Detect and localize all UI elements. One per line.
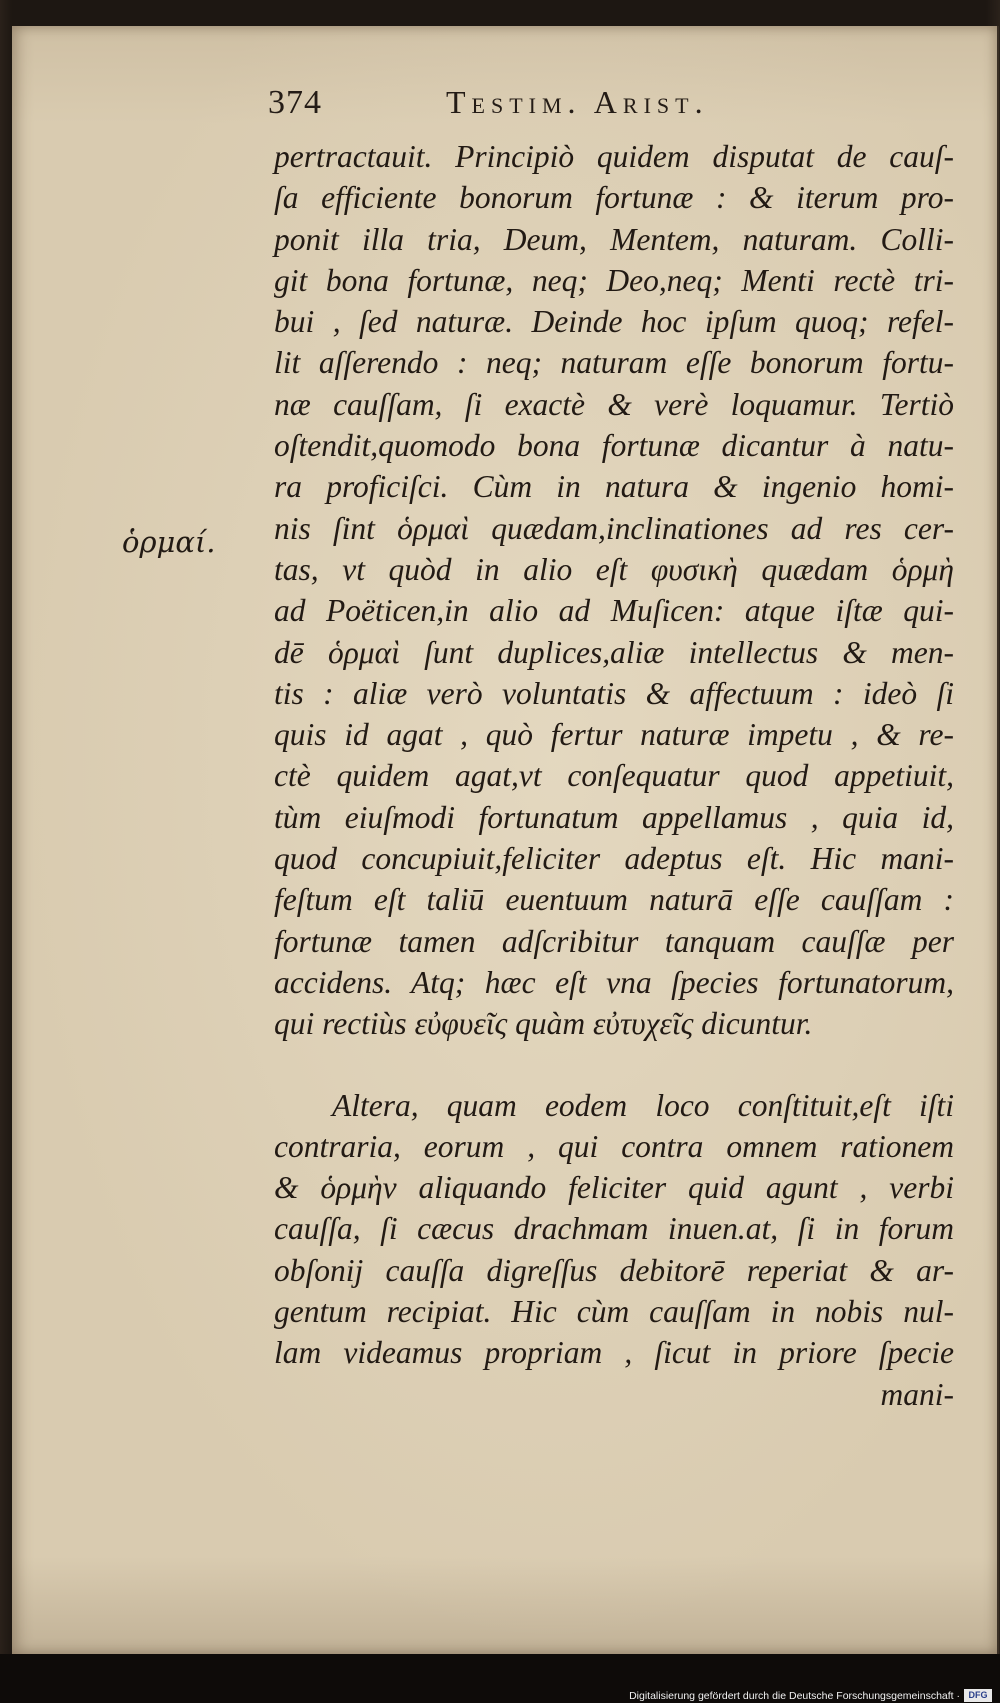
text-line: feſtum eſt taliū euentuum naturā eſſe cauſſam : [274, 882, 954, 918]
text-line: obſonij cauſſa digreſſus debitorē reperiat & ar- [274, 1252, 954, 1288]
text-line: ponit illa tria, Deum, Mentem, naturam. Colli- [274, 221, 954, 257]
text-line: oſtendit,quomodo bona fortunæ dicantur à natu- [274, 428, 954, 464]
paragraph-2 [274, 1085, 954, 1415]
text-line: tas, vt quòd in alio eſt φυσικὴ quædam ὁρμὴ [274, 551, 954, 587]
text-line: quod concupiuit,feliciter adeptus eſt. Hic mani- [274, 841, 954, 877]
text-line: & ὁρμὴν aliquando feliciter quid agunt , verbi [274, 1170, 954, 1206]
text-line: tùm eiuſmodi fortunatum appellamus , quia id, [274, 799, 954, 835]
footer-credit: Digitalisierung gefördert durch die Deutsche Forschungsgemeinschaft · [629, 1690, 960, 1702]
text-line: lam videamus propriam , ſicut in priore ſpecie [274, 1335, 954, 1371]
text-line: accidens. Atq; hæc eſt vna ſpecies fortunatorum, [274, 964, 954, 1000]
text-line: git bona fortunæ, neq; Deo,neq; Menti rectè tri- [274, 262, 954, 298]
text-line: cauſſa, ſi cæcus drachmam inuen.at, ſi in forum [274, 1211, 954, 1247]
text-line: ſa efficiente bonorum fortunæ : & iterum pro- [274, 180, 954, 216]
text-line: quis id agat , quò fertur naturæ impetu , & re- [274, 717, 954, 753]
text-line: tis : aliæ verò voluntatis & affectuum : ideò ſi [274, 675, 954, 711]
running-head [268, 84, 828, 128]
text-line: gentum recipiat. Hic cùm cauſſam in nobis nul- [274, 1294, 954, 1330]
paragraph-1 [274, 136, 954, 1045]
text-line: ad Poëticen,in alio ad Muſicen: atque iſtæ qui- [274, 593, 954, 629]
text-line: lit aſſerendo : neq; naturam eſſe bonorum fortu- [274, 345, 954, 381]
text-line: ra proficiſci. Cùm in natura & ingenio homi- [274, 469, 954, 505]
text-line: qui rectiùs εὐφυεῖς quàm εὐτυχεῖς dicuntur. [274, 1006, 813, 1042]
paragraph-gap [274, 1045, 954, 1085]
text-line: ctè quidem agat,vt conſequatur quod appetiuit, [274, 758, 954, 794]
text-line: fortunæ tamen adſcribitur tanquam cauſſæ per [274, 923, 954, 959]
margin-note: ὁρμαί. [122, 525, 216, 559]
catchword: mani- [880, 1376, 954, 1412]
text-line: nis ſint ὁρμαὶ quædam,inclinationes ad res cer- [274, 510, 954, 546]
text-line: contraria, eorum , qui contra omnem rationem [274, 1128, 954, 1164]
text-line: bui , ſed naturæ. Deinde hoc ipſum quoq; refel- [274, 304, 954, 340]
text-block [274, 136, 954, 1415]
text-line: næ cauſſam, ſi exactè & verè loquamur. Tertiò [274, 386, 954, 422]
running-title: Testim. Arist. [446, 84, 709, 120]
text-line: pertractauit. Principiò quidem disputat de cauſ- [274, 139, 954, 174]
dfg-logo: DFG [964, 1689, 992, 1702]
text-line: Altera, quam eodem loco conſtituit,eſt iſti [332, 1087, 954, 1123]
text-line: dē ὁρμαὶ ſunt duplices,aliæ intellectus & men- [274, 634, 954, 670]
page-number: 374 [268, 84, 322, 121]
